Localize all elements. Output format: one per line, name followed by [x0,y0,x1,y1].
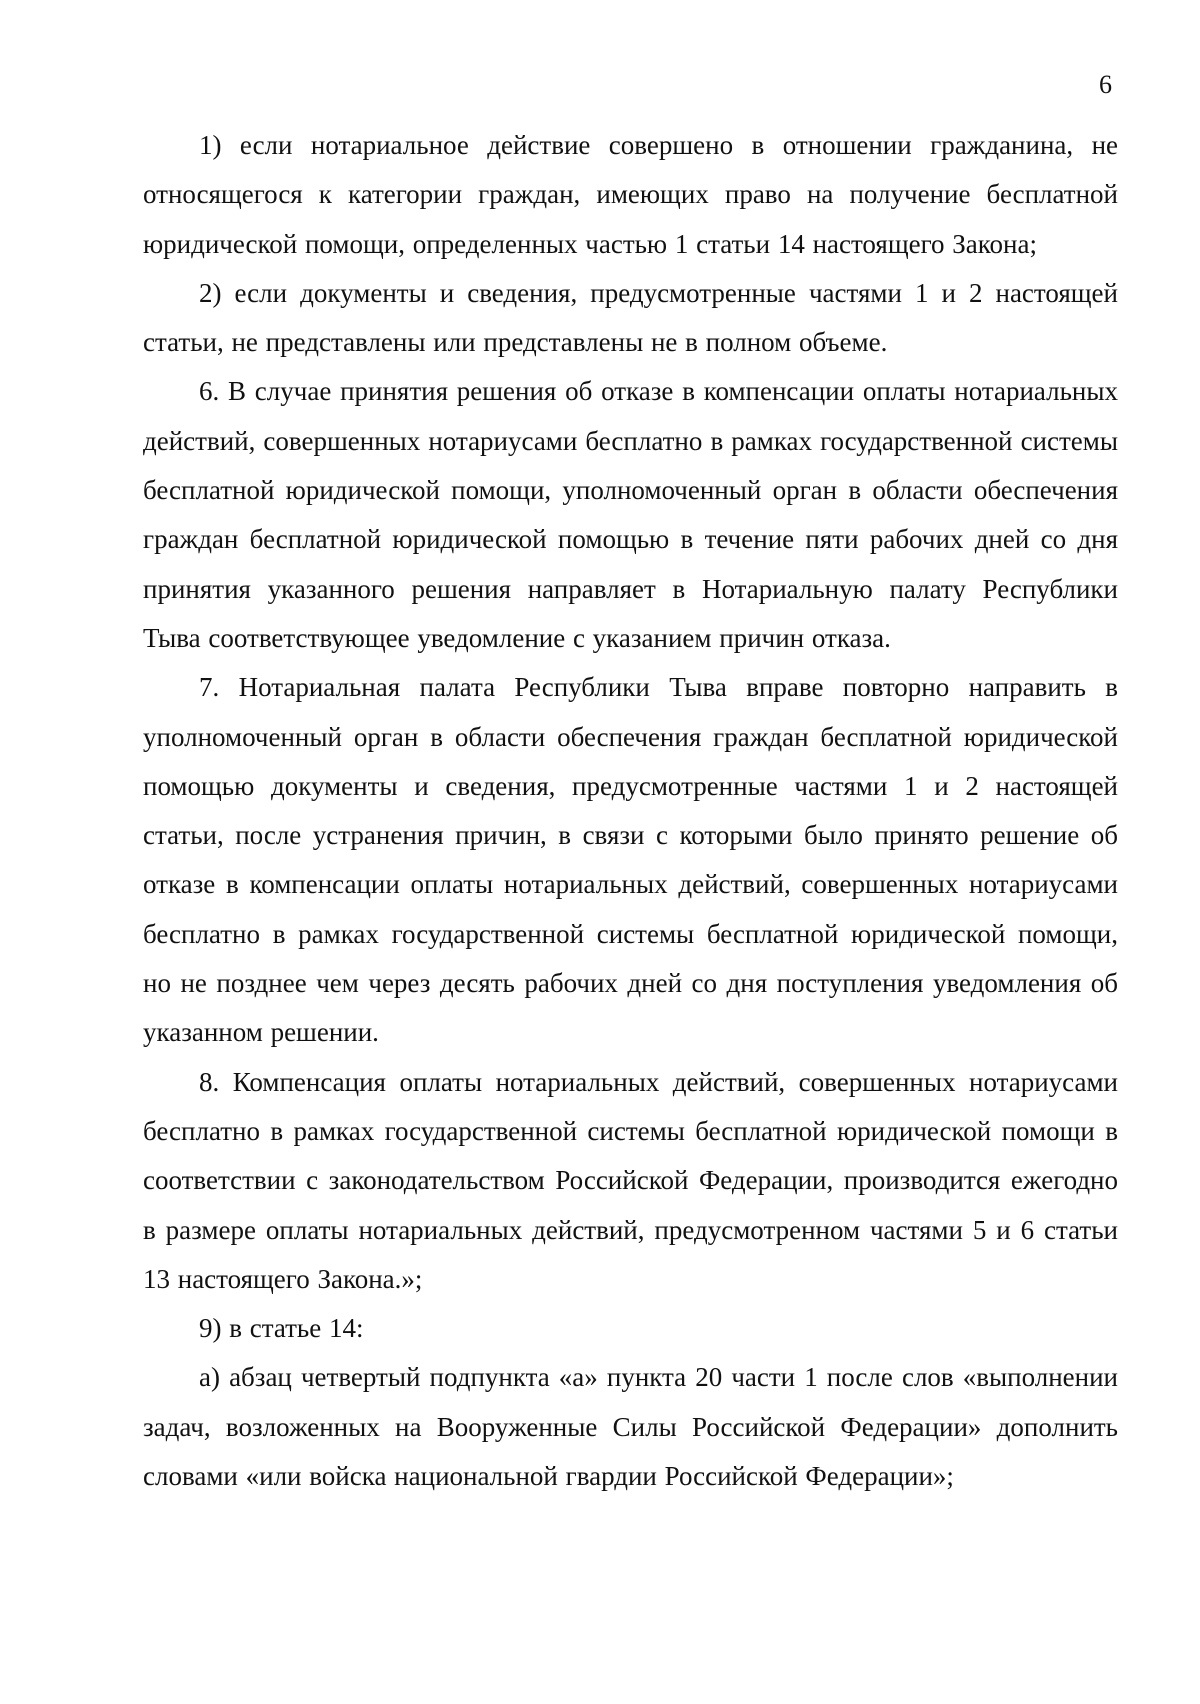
paragraph-part-8: 8. Компенсация оплаты нотариальных действий, совершенных нотариусами бесплатно в рамках государственной системы бесплатной юридической помощи в соответствии с законодательством Российской Федерации, производится ежегодно в размере оплаты нотариальных действий, предусмотренном частями 5 и 6 статьи 13 настоящего Закона.»; [143,1066,1118,1294]
paragraph-subitem-a: а) абзац четвертый подпункта «а» пункта 20 части 1 после слов «выполнении задач, возложенных на Вооруженные Силы Российской Федерации» дополнить словами «или войска национальной гвардии Российской Федерации»; [143,1362,1118,1492]
document-body [143,121,1118,1501]
paragraph-item-9: 9) в статье 14: [199,1313,364,1344]
paragraph-item-2: 2) если документы и сведения, предусмотренные частями 1 и 2 настоящей статьи, не представлены или представлены не в полном объеме. [143,277,1118,358]
page-number: 6 [1099,70,1112,99]
paragraph-part-6: 6. В случае принятия решения об отказе в компенсации оплаты нотариальных действий, совершенных нотариусами бесплатно в рамках государственной системы бесплатной юридической помощи, уполномоченный орган в области обеспечения граждан бесплатной юридической помощью в течение пяти рабочих дней со дня принятия указанного решения направляет в Нотариальную палату Республики Тыва соответствующее уведомление с указанием причин отказа. [143,376,1118,653]
paragraph-part-7: 7. Нотариальная палата Республики Тыва вправе повторно направить в уполномоченный орган в области обеспечения граждан бесплатной юридической помощью документы и сведения, предусмотренные частями 1 и 2 настоящей статьи, после устранения причин, в связи с которыми было принято решение об отказе в компенсации оплаты нотариальных действий, совершенных нотариусами бесплатно в рамках государственной системы бесплатной юридической помощи, но не позднее чем через десять рабочих дней со дня поступления уведомления об указанном решении. [143,672,1118,1048]
paragraph-item-1: 1) если нотариальное действие совершено в отношении гражданина, не относящегося к категории граждан, имеющих право на получение бесплатной юридической помощи, определенных частью 1 статьи 14 настоящего Закона; [143,130,1118,259]
